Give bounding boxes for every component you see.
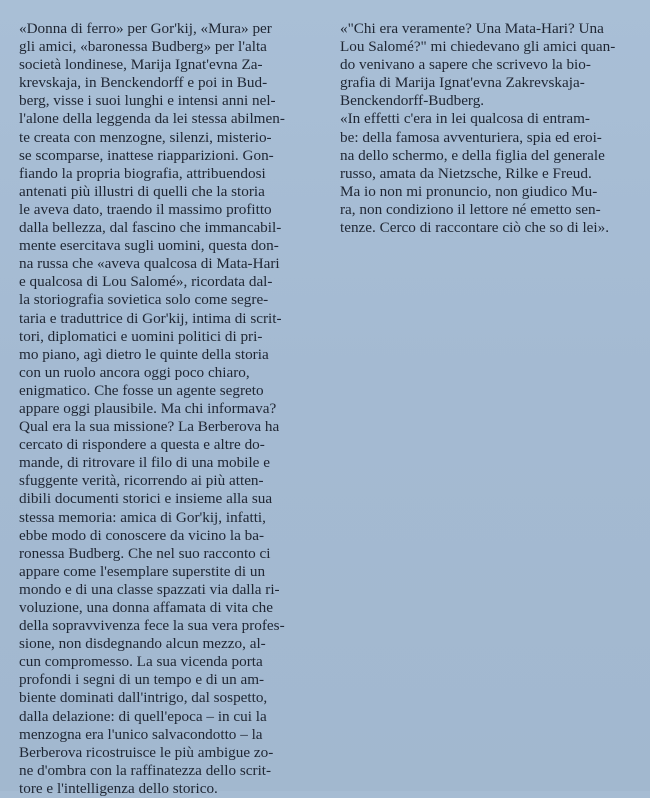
text-line: fiando la propria biografia, attribuendosi: [19, 164, 266, 182]
text-line: mente esercitava sugli uomini, questa don-: [19, 237, 279, 255]
text-line: voluzione, una donna affamata di vita che: [19, 599, 274, 616]
text-line: ne d'ombra con la raffinatezza dello scrit-: [19, 761, 272, 779]
text-line: Lou Salomé?" mi chiedevano gli amici quan-: [340, 38, 616, 56]
text-line: sione, non disdegnando alcun mezzo, al-: [19, 635, 266, 653]
text-line: sfuggente verità, ricorrendo ai più atten-: [19, 472, 264, 490]
text-line: mande, di ritrovare il filo di una mobile e: [19, 454, 270, 472]
text-line: appare come l'esemplare superstite di un: [19, 562, 266, 580]
text-line: be: della famosa avventuriera, spia ed eroi-: [340, 128, 602, 146]
text-line: antenati più illustri di quelli che la storia: [19, 182, 265, 200]
text-line: ra, non condiziono il lettore né emetto sen-: [340, 200, 601, 218]
text-line: della sopravvivenza fece la sua vera profes-: [19, 617, 285, 635]
text-line: con un ruolo ancora oggi poco chiaro,: [19, 363, 250, 381]
text-line: tore e l'intelligenza dello storico.: [19, 779, 218, 797]
text-line: profondi i segni di un tempo e di un am-: [19, 671, 265, 689]
text-line: do venivano a sapere che scrivevo la bio-: [340, 56, 591, 74]
text-line: appare oggi plausibile. Ma chi informava?: [19, 399, 277, 417]
blurb-left-column: [19, 20, 321, 798]
text-line: Qual era la sua missione? La Berberova ha: [19, 418, 280, 436]
text-line: la storiografia sovietica solo come segre-: [19, 291, 269, 309]
text-line: «In effetti c'era in lei qualcosa di entram-: [340, 110, 590, 128]
text-line: ebbe modo di conoscere da vicino la ba-: [19, 526, 265, 544]
text-line: «Donna di ferro» per Gor'kij, «Mura» per: [19, 20, 272, 37]
text-line: società londinese, Marija Ignat'evna Za-: [19, 56, 263, 74]
text-line: taria e traduttrice di Gor'kij, intima di scrit-: [19, 309, 282, 327]
text-line: te creata con menzogne, silenzi, misterio-: [19, 128, 272, 146]
text-line: na dello schermo, e della figlia del generale: [340, 146, 605, 164]
text-line: berg, visse i suoi lunghi e intensi anni nel-: [19, 92, 276, 110]
text-line: l'alone della leggenda da lei stessa abilmen-: [19, 110, 285, 128]
text-line: russo, amata da Nietzsche, Rilke e Freud.: [340, 164, 592, 182]
text-line: Ma io non mi pronuncio, non giudico Mu-: [340, 182, 598, 200]
text-line: cercato di rispondere a questa e altre do-: [19, 436, 265, 454]
text-line: menzogna era l'unico salvacondotto – la: [19, 725, 263, 743]
text-line: mo piano, agì dietro le quinte della storia: [19, 345, 269, 363]
text-line: tenze. Cerco di raccontare ciò che so di lei».: [340, 219, 610, 237]
text-line: enigmatico. Che fosse un agente segreto: [19, 381, 264, 399]
text-line: mondo e di una classe spazzati via dalla ri-: [19, 580, 280, 598]
text-line: grafia di Marija Ignat'evna Zakrevskaja-: [340, 74, 585, 92]
text-line: le aveva dato, traendo il massimo profitto: [19, 200, 272, 218]
text-line: cun compromesso. La sua vicenda porta: [19, 653, 263, 671]
text-line: biente dominati dall'intrigo, dal sospetto,: [19, 689, 268, 707]
text-line: «"Chi era veramente? Una Mata-Hari? Una: [340, 20, 604, 37]
text-line: na russa che «aveva qualcosa di Mata-Hari: [19, 255, 280, 273]
text-line: stessa memoria: amica di Gor'kij, infatti,: [19, 508, 266, 526]
text-line: e qualcosa di Lou Salomé», ricordata dal-: [19, 273, 273, 291]
text-line: dalla delazione: di quell'epoca – in cui la: [19, 707, 267, 725]
text-line: dibili documenti storici e insieme alla sua: [19, 490, 273, 508]
text-line: krevskaja, in Benckendorff e poi in Bud-: [19, 74, 268, 92]
text-line: tori, diplomatici e uomini politici di pri-: [19, 327, 263, 345]
text-line: Berberova ricostruisce le più ambigue zo-: [19, 743, 274, 761]
text-line: Benckendorff-Budberg.: [340, 92, 485, 110]
text-line: ronessa Budberg. Che nel suo racconto ci: [19, 544, 271, 562]
text-line: se scomparse, inattese riapparizioni. Gon-: [19, 146, 274, 164]
text-line: dalla bellezza, dal fascino che immancabil-: [19, 219, 282, 237]
text-line: gli amici, «baronessa Budberg» per l'alta: [19, 38, 267, 56]
blurb-right-column: [340, 20, 638, 237]
